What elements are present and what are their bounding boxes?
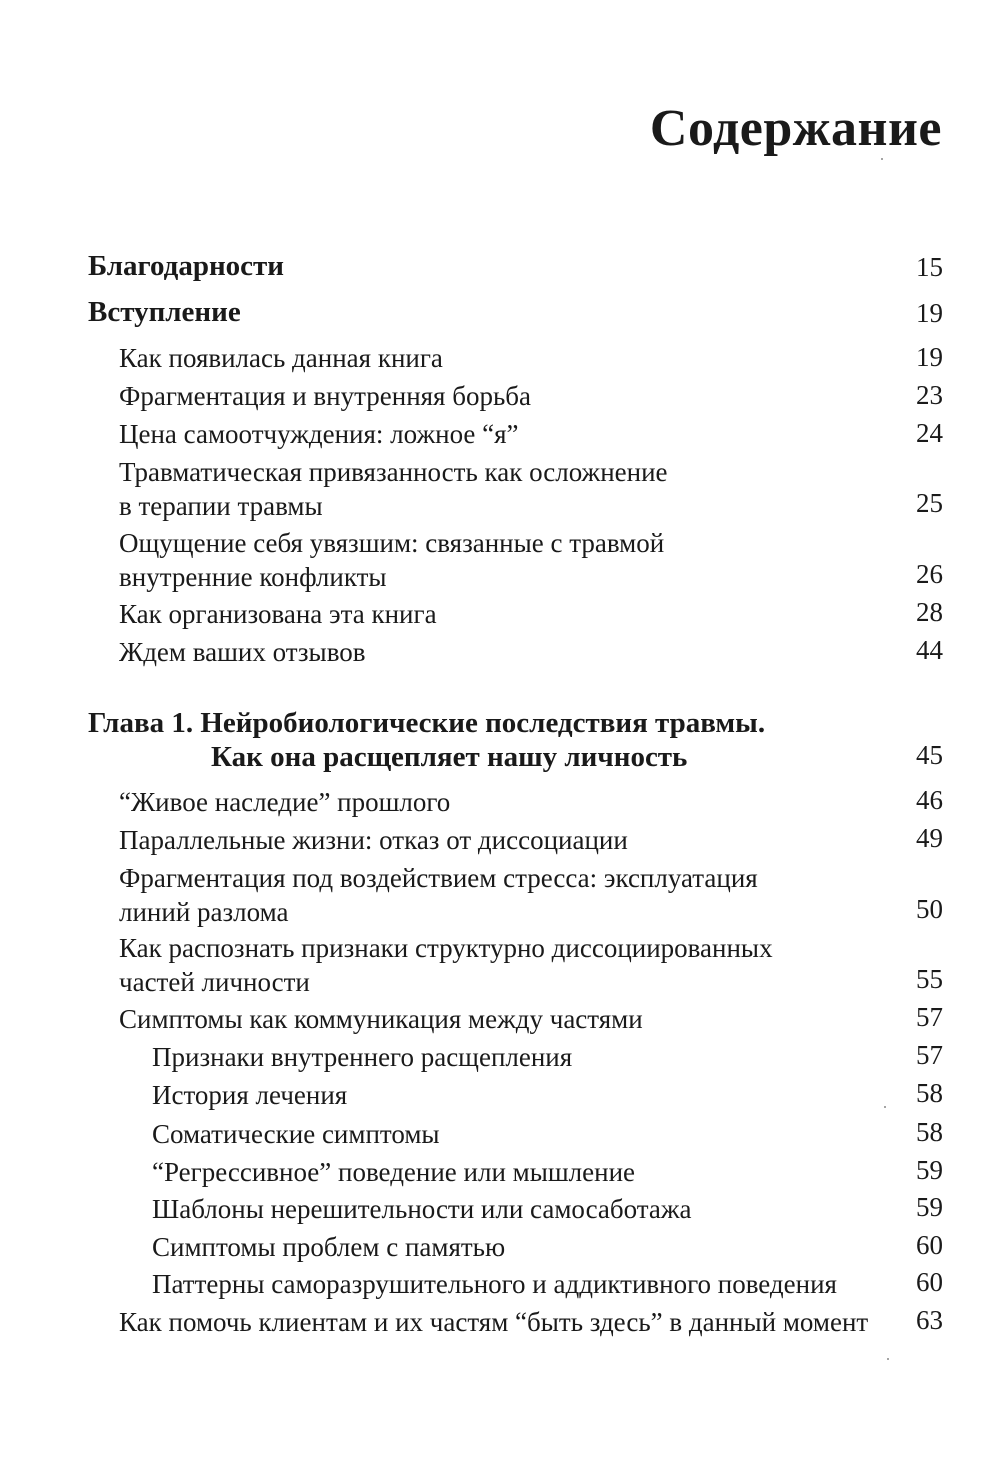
toc-subentry: Соматические симптомы: [152, 1119, 440, 1149]
page-number: 45: [916, 740, 943, 770]
page-number: 59: [916, 1155, 943, 1185]
toc-entry: Параллельные жизни: отказ от диссоциации: [119, 825, 628, 855]
toc-subentry: Шаблоны нерешительности или самосаботажа: [152, 1194, 692, 1224]
scan-speck: [884, 1106, 886, 1108]
page-number: 19: [916, 298, 943, 328]
toc-entry-line2: частей личности: [119, 967, 310, 997]
toc-entry: Как появилась данная книга: [119, 343, 443, 373]
page-number: 25: [916, 488, 943, 518]
toc-entry-line2: в терапии травмы: [119, 491, 323, 521]
toc-entry-introduction: Вступление: [88, 296, 241, 328]
toc-entry-acknowledgements: Благодарности: [88, 250, 285, 282]
toc-entry: Как помочь клиентам и их частям “быть здесь” в данный момент: [119, 1307, 869, 1337]
toc-subentry: История лечения: [152, 1080, 348, 1110]
toc-entry-line2: внутренние конфликты: [119, 562, 387, 592]
page-number: 57: [916, 1040, 943, 1070]
page-number: 63: [916, 1305, 943, 1335]
page-number: 15: [916, 252, 943, 282]
toc-subentry: Симптомы проблем с памятью: [152, 1232, 506, 1262]
page-number: 44: [916, 635, 943, 665]
toc-subentry: Признаки внутреннего расщепления: [152, 1042, 573, 1072]
toc-entry: Симптомы как коммуникация между частями: [119, 1004, 643, 1034]
page-number: 57: [916, 1002, 943, 1032]
toc-chapter-1-line2: Как она расщепляет нашу личность: [211, 741, 688, 773]
toc-entry-line1: Ощущение себя увязшим: связанные с травмой: [119, 528, 665, 558]
page-number: 49: [916, 823, 943, 853]
toc-subentry: “Регрессивное” поведение или мышление: [152, 1157, 636, 1187]
toc-chapter-1-line1: Глава 1. Нейробиологические последствия травмы.: [88, 707, 766, 739]
toc-subentry: Паттерны саморазрушительного и аддиктивного поведения: [152, 1269, 837, 1299]
page-number: 24: [916, 418, 943, 448]
page-number: 50: [916, 894, 943, 924]
page-number: 59: [916, 1192, 943, 1222]
page-title: Содержание: [649, 99, 942, 157]
toc-entry: Цена самоотчуждения: ложное “я”: [119, 419, 519, 449]
toc-entry: Как организована эта книга: [119, 599, 437, 629]
page-number: 58: [916, 1117, 943, 1147]
page-number: 23: [916, 380, 943, 410]
scan-speck: [887, 1358, 889, 1360]
toc-entry-line1: Фрагментация под воздействием стресса: эксплуатация: [119, 863, 758, 893]
toc-entry-line1: Травматическая привязанность как осложнение: [119, 457, 668, 487]
page-number: 60: [916, 1267, 943, 1297]
toc-entry: Ждем ваших отзывов: [119, 637, 366, 667]
page-number: 60: [916, 1230, 943, 1260]
page-number: 46: [916, 785, 943, 815]
page-number: 28: [916, 597, 943, 627]
toc-entry-line2: линий разлома: [119, 897, 289, 927]
page-number: 26: [916, 559, 943, 589]
toc-entry: “Живое наследие” прошлого: [119, 787, 451, 817]
page-number: 19: [916, 342, 943, 372]
scan-speck: [881, 158, 883, 160]
toc-entry-line1: Как распознать признаки структурно диссоциированных: [119, 933, 773, 963]
toc-entry: Фрагментация и внутренняя борьба: [119, 381, 532, 411]
page-number: 58: [916, 1078, 943, 1108]
page-number: 55: [916, 964, 943, 994]
